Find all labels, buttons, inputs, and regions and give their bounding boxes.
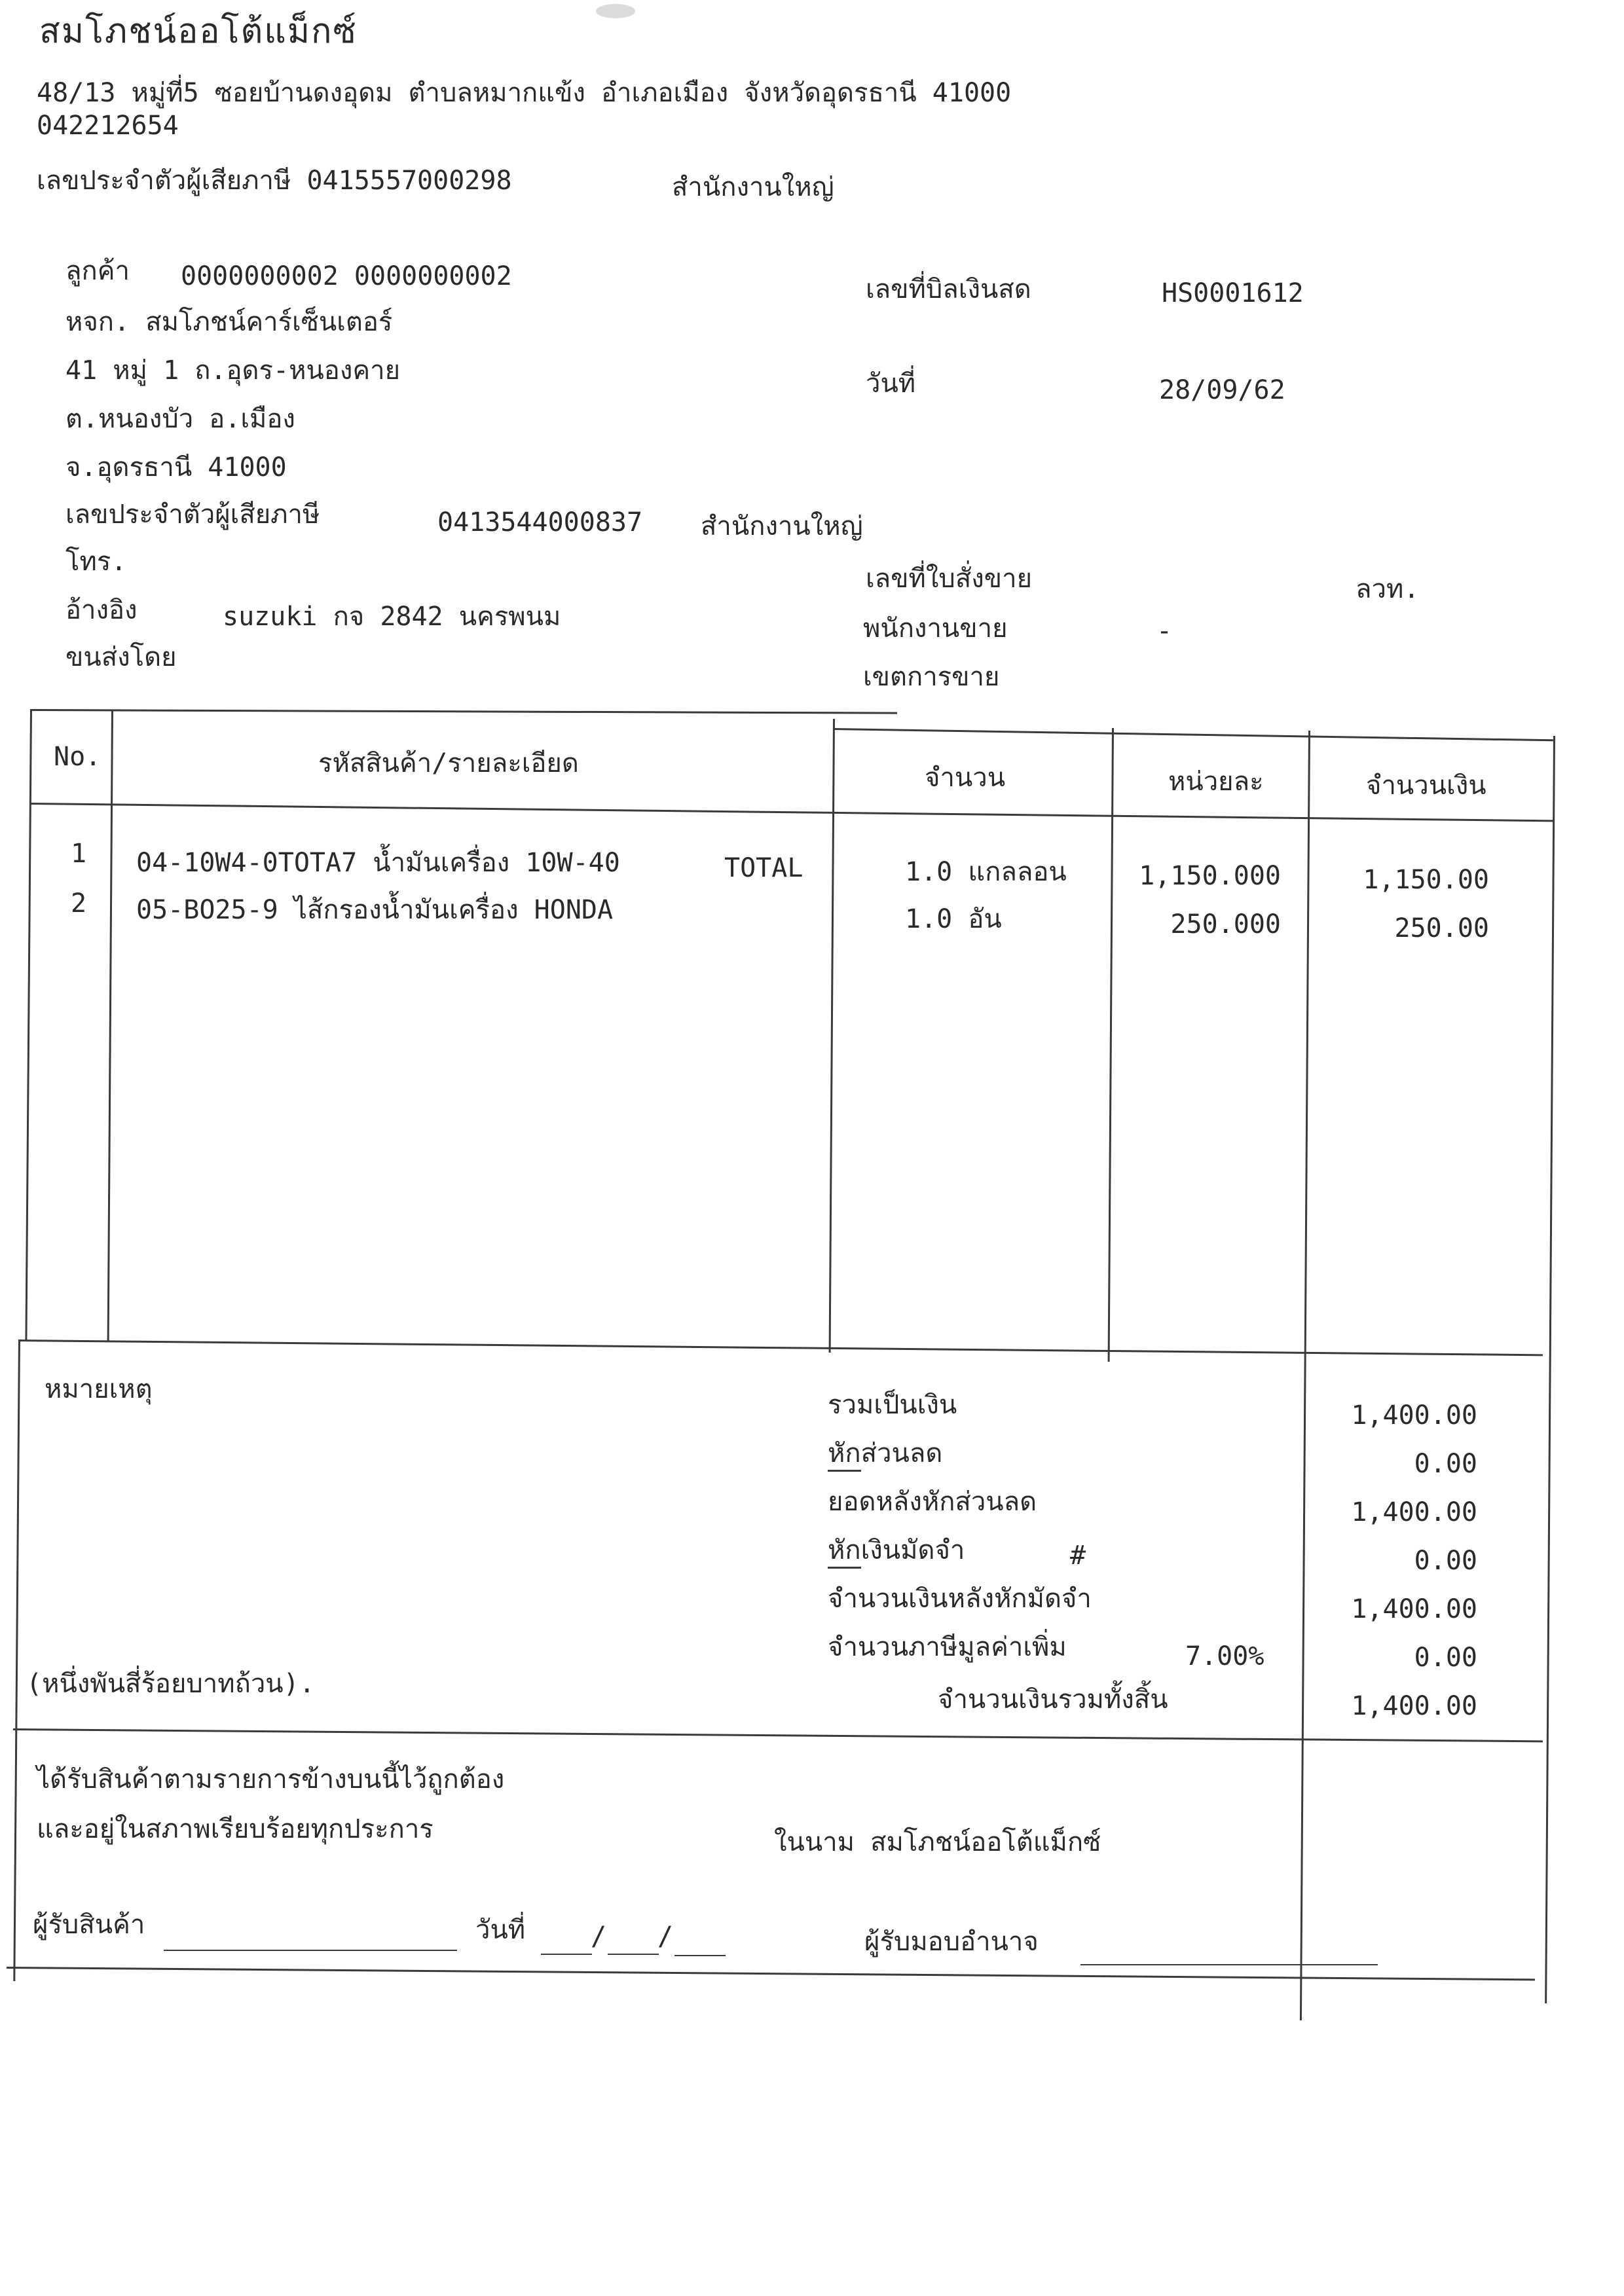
sales-area-label: เขตการขาย <box>863 662 1000 692</box>
row-quantity: 1.0 อัน <box>905 904 1002 934</box>
summary-left-border <box>13 1339 20 1981</box>
discount-prefix: หัก <box>828 1438 861 1472</box>
customer-code: 0000000002 0000000002 <box>181 261 512 291</box>
summary-bottom-line <box>13 1728 1543 1742</box>
subtotal-value: 1,400.00 <box>1351 1400 1477 1430</box>
sales-order-value: ลวท. <box>1356 574 1420 604</box>
customer-address-1: 41 หมู่ 1 ถ.อุดร-หนองคาย <box>65 355 401 386</box>
page-bottom-line <box>7 1967 1535 1980</box>
date-month-line <box>608 1954 659 1955</box>
customer-name: หจก. สมโภชน์คาร์เซ็นเตอร์ <box>65 307 393 337</box>
row-unit-price: 250.000 <box>1170 909 1281 939</box>
customer-address-3: จ.อุดรธานี 41000 <box>65 452 287 483</box>
after-deposit-label: จำนวนเงินหลังหักมัดจำ <box>828 1584 1092 1614</box>
table-right-border <box>1545 736 1555 2003</box>
received-statement-1: ได้รับสินค้าตามรายการข้างบนนี้ไว้ถูกต้อง <box>37 1764 505 1795</box>
customer-tax-label: เลขประจำตัวผู้เสียภาษี <box>65 500 320 530</box>
table-top-line-right <box>833 728 1553 741</box>
row-unit-price: 1,150.000 <box>1139 861 1281 891</box>
date-slash-2: / <box>657 1922 674 1952</box>
discount-label <box>828 1440 942 1467</box>
header-unit-price: หน่วยละ <box>1168 767 1264 797</box>
row-description: 04-10W4-0TOTA7 น้ำมันเครื่อง 10W-40 <box>136 848 620 878</box>
company-branch: สำนักงานใหญ่ <box>672 172 834 202</box>
customer-label: ลูกค้า <box>65 256 130 286</box>
deposit-prefix: หัก <box>828 1535 861 1569</box>
table-header-bottom-line <box>30 803 1553 822</box>
bill-number-value: HS0001612 <box>1162 278 1304 308</box>
receive-date-label: วันที่ <box>475 1915 526 1945</box>
table-body-bottom-line <box>18 1339 1543 1356</box>
deposit-label <box>828 1537 965 1563</box>
salesperson-label: พนักงานขาย <box>863 613 1008 644</box>
header-no: No. <box>54 742 101 772</box>
vat-label: จำนวนภาษีมูลค่าเพิ่ม <box>828 1632 1067 1662</box>
bill-date-value: 28/09/62 <box>1159 375 1285 405</box>
shipping-label: ขนส่งโดย <box>65 642 177 672</box>
deposit-text: เงินมัดจำ <box>860 1535 965 1565</box>
bill-date-label: วันที่ <box>866 369 916 399</box>
receiver-label: ผู้รับสินค้า <box>33 1910 145 1940</box>
authorized-label: ผู้รับมอบอำนาจ <box>864 1927 1039 1957</box>
discount-text: ส่วนลด <box>860 1438 943 1468</box>
reference-value: suzuki กจ 2842 นครพนม <box>223 602 561 632</box>
scan-speck <box>596 4 635 18</box>
vat-rate: 7.00% <box>1185 1641 1264 1671</box>
after-deposit-value: 1,400.00 <box>1351 1594 1477 1624</box>
customer-tax-id: 0413544000837 <box>437 507 643 538</box>
row-number: 1 <box>71 839 87 869</box>
remark-label: หมายเหตุ <box>45 1374 153 1404</box>
customer-address-2: ต.หนองบัว อ.เมือง <box>65 404 295 434</box>
grand-total-label: จำนวนเงินรวมทั้งสิ้น <box>938 1685 1168 1715</box>
receiver-signature-line <box>164 1950 457 1951</box>
col-divider-2 <box>829 719 835 1353</box>
date-day-line <box>541 1954 592 1955</box>
after-discount-label: ยอดหลังหักส่วนลด <box>828 1487 1037 1517</box>
reference-label: อ้างอิง <box>65 595 138 625</box>
header-amount: จำนวนเงิน <box>1366 771 1486 801</box>
row-quantity: 1.0 แกลลอน <box>905 857 1067 887</box>
row-amount: 250.00 <box>1394 913 1489 943</box>
authorized-signature-line <box>1080 1964 1378 1965</box>
table-top-line <box>31 709 897 714</box>
deposit-value: 0.00 <box>1414 1546 1477 1576</box>
row-description: 05-BO25-9 ไส้กรองน้ำมันเครื่อง HONDA <box>136 895 614 925</box>
subtotal-label: รวมเป็นเงิน <box>828 1390 957 1420</box>
row-amount: 1,150.00 <box>1363 865 1489 895</box>
customer-phone-label: โทร. <box>65 547 127 577</box>
salesperson-value: - <box>1156 616 1173 646</box>
bill-number-label: เลขที่บิลเงินสด <box>866 274 1031 304</box>
col-divider-3 <box>1108 728 1114 1362</box>
on-behalf-of: ในนาม สมโภชน์ออโต้แม็กซ์ <box>774 1827 1101 1857</box>
header-description: รหัสสินค้า/รายละเอียด <box>318 748 579 778</box>
grand-total-value: 1,400.00 <box>1351 1691 1477 1721</box>
company-address: 48/13 หมู่ที่5 ซอยบ้านดงอุดม ตำบลหมากแข้ง อำเภอเมือง จังหวัดอุดรธานี 41000 <box>37 78 1012 108</box>
received-statement-2: และอยู่ในสภาพเรียบร้อยทุกประการ <box>37 1814 434 1844</box>
date-year-line <box>674 1955 726 1956</box>
company-name: สมโภชน์ออโต้แม็กซ์ <box>39 12 358 51</box>
row-number: 2 <box>71 888 87 919</box>
after-discount-value: 1,400.00 <box>1351 1497 1477 1527</box>
table-left-border <box>25 709 32 1341</box>
company-phone: 042212654 <box>37 111 179 141</box>
company-tax-id: เลขประจำตัวผู้เสียภาษี 0415557000298 <box>37 166 512 196</box>
header-quantity: จำนวน <box>925 763 1006 793</box>
date-slash-1: / <box>591 1922 607 1952</box>
discount-value: 0.00 <box>1414 1449 1477 1479</box>
amount-in-words: (หนึ่งพันสี่ร้อยบาทถ้วน). <box>26 1669 315 1699</box>
sales-order-label: เลขที่ใบสั่งขาย <box>866 564 1033 594</box>
vat-value: 0.00 <box>1414 1643 1477 1673</box>
col-divider-4 <box>1300 731 1310 2020</box>
row-brand: TOTAL <box>724 853 803 883</box>
customer-branch: สำนักงานใหญ่ <box>701 511 863 541</box>
deposit-mark: # <box>1070 1540 1086 1571</box>
col-divider-1 <box>107 711 113 1342</box>
